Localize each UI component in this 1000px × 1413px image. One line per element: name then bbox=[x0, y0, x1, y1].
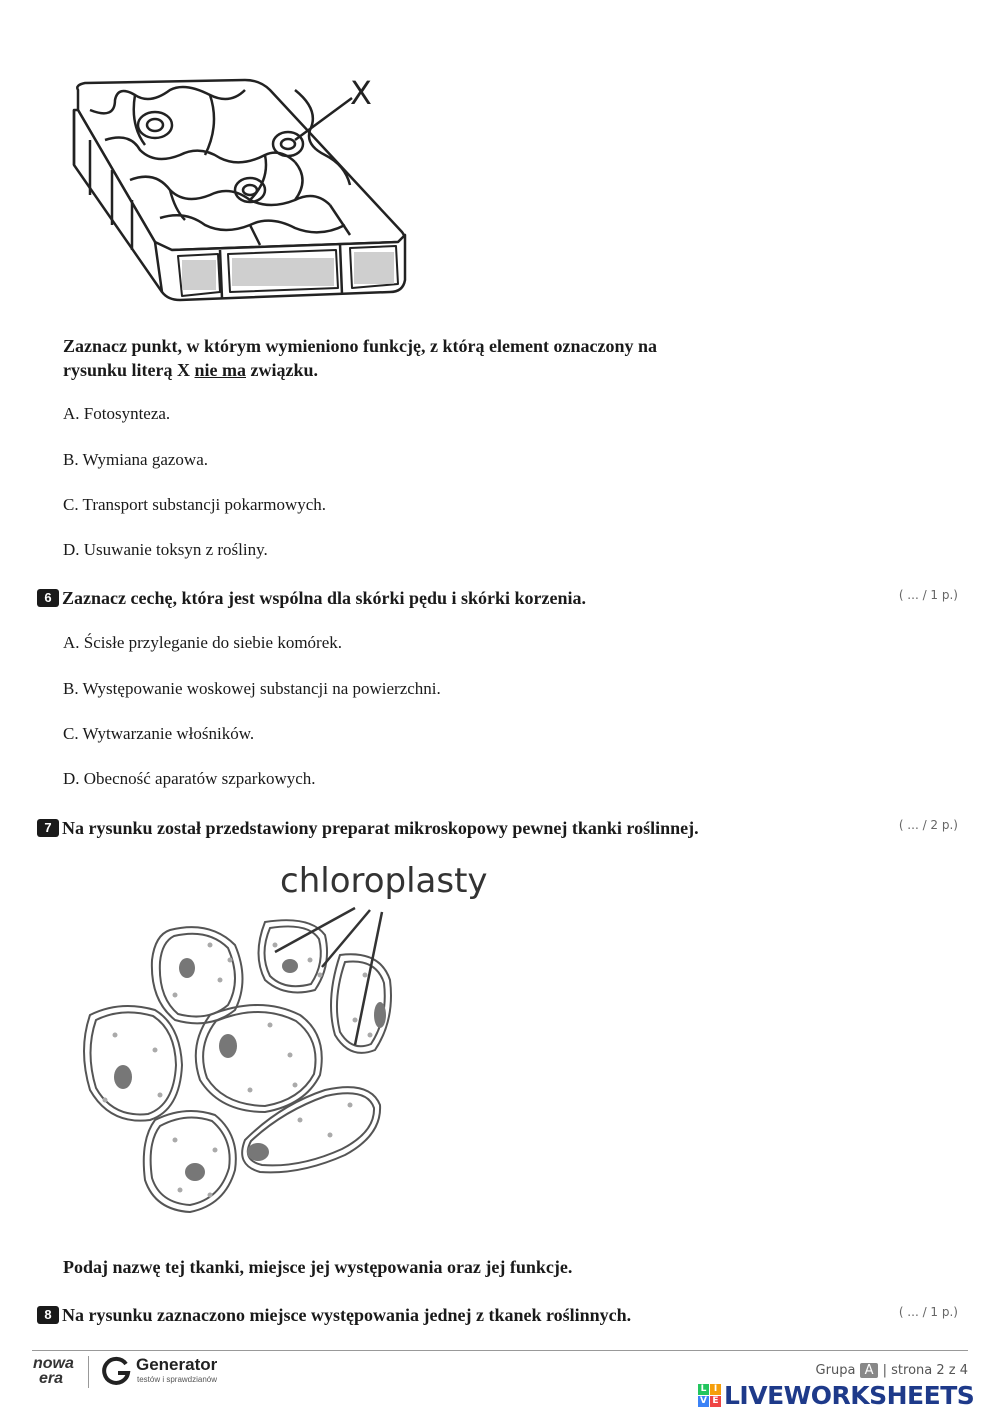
epidermis-figure bbox=[60, 70, 440, 310]
q7-question bbox=[37, 816, 699, 840]
q7-task: Podaj nazwę tej tkanki, miejsce jej występowania oraz jej funkcje. bbox=[63, 1257, 573, 1277]
chloroplasty-label: chloroplasty bbox=[280, 861, 488, 901]
q6-option-a[interactable]: A. Ścisłe przyleganie do siebie komórek. bbox=[63, 633, 343, 652]
q5-option-a[interactable]: A. Fotosynteza. bbox=[63, 404, 171, 423]
grupa-label: Grupa bbox=[815, 1363, 856, 1378]
q6-question bbox=[37, 586, 586, 610]
q7-text: Na rysunku został przedstawiony preparat mikroskopowy pewnej tkanki roślinnej. bbox=[62, 818, 699, 838]
page-info bbox=[816, 1363, 968, 1378]
footer-divider bbox=[32, 1350, 968, 1351]
q5-option-c[interactable]: C. Transport substancji pokarmowych. bbox=[63, 495, 327, 514]
generator-g-icon bbox=[100, 1355, 132, 1387]
lw-letter-e: E bbox=[710, 1396, 721, 1407]
lw-letter-i: I bbox=[710, 1384, 721, 1395]
parenchyma-figure bbox=[70, 850, 490, 1230]
logo-nowa: nowa bbox=[33, 1355, 74, 1372]
lw-letter-l: L bbox=[698, 1384, 709, 1395]
lw-text: LIVEWORKSHEETS bbox=[724, 1381, 975, 1410]
q6-number-badge: 6 bbox=[37, 589, 59, 607]
logo-divider bbox=[88, 1356, 89, 1388]
q5-text-line2a: rysunku literą X bbox=[63, 360, 195, 380]
generator-title: Generator bbox=[136, 1355, 218, 1374]
q8-number-badge: 8 bbox=[37, 1306, 59, 1324]
q6-option-b[interactable]: B. Występowanie woskowej substancji na powierzchni. bbox=[63, 679, 441, 698]
q7-points: ( ... / 2 p.) bbox=[898, 818, 958, 832]
q5-text-line2b: związku. bbox=[246, 360, 319, 380]
q6-option-c[interactable]: C. Wytwarzanie włośników. bbox=[63, 724, 255, 743]
figure-label-x: X bbox=[350, 74, 372, 112]
page-number: | strona 2 z 4 bbox=[882, 1363, 968, 1378]
q8-points: ( ... / 1 p.) bbox=[898, 1305, 958, 1319]
q8-text: Na rysunku zaznaczono miejsce występowania jednej z tkanek roślinnych. bbox=[62, 1305, 632, 1325]
generator-subtitle: testów i sprawdzianów bbox=[137, 1375, 218, 1384]
grupa-value: A bbox=[860, 1363, 879, 1378]
q6-text: Zaznacz cechę, która jest wspólna dla skórki pędu i skórki korzenia. bbox=[62, 588, 587, 608]
lw-logo-icon bbox=[698, 1384, 721, 1407]
lw-letter-v: V bbox=[698, 1396, 709, 1407]
q5-text-underlined: nie ma bbox=[194, 360, 247, 380]
q6-option-d[interactable]: D. Obecność aparatów szparkowych. bbox=[63, 769, 316, 788]
q8-question bbox=[37, 1303, 631, 1327]
liveworksheets-watermark bbox=[698, 1381, 974, 1410]
q7-number-badge: 7 bbox=[37, 819, 59, 837]
q5-option-d[interactable]: D. Usuwanie toksyn z rośliny. bbox=[63, 540, 268, 559]
q5-option-b[interactable]: B. Wymiana gazowa. bbox=[63, 450, 209, 469]
logo-era: era bbox=[39, 1370, 64, 1387]
q5-question bbox=[63, 334, 763, 382]
q6-points: ( ... / 1 p.) bbox=[898, 588, 958, 602]
nowa-era-logo bbox=[33, 1356, 74, 1386]
q5-text-line1: Zaznacz punkt, w którym wymieniono funkcję, z którą element oznaczony na bbox=[63, 336, 657, 356]
